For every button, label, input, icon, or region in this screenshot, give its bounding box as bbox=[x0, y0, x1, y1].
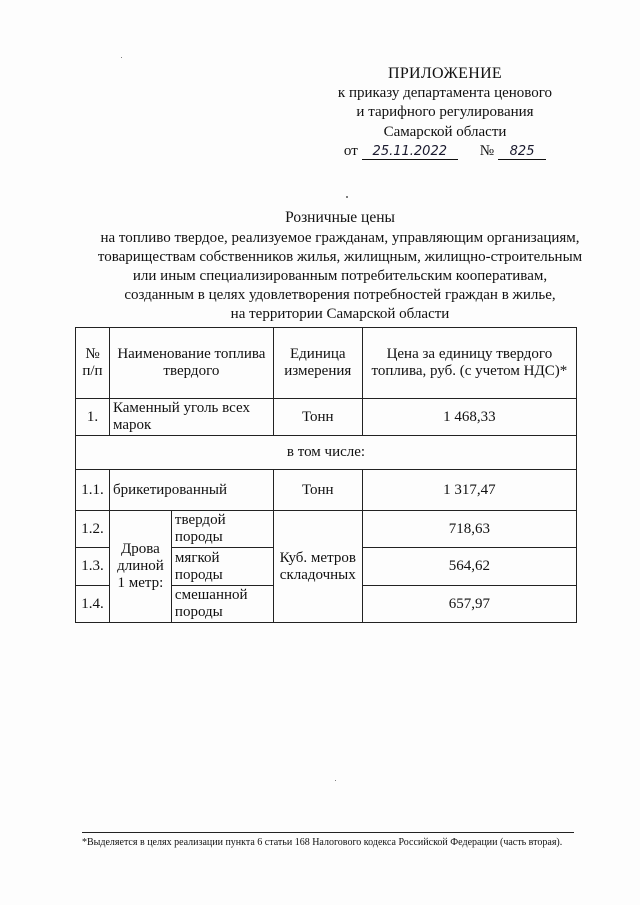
row-unit: Тонн bbox=[273, 470, 362, 511]
number-label: № bbox=[479, 143, 495, 159]
firewood-group-label: Дрова длиной 1 метр: bbox=[109, 511, 171, 623]
title-line-4: созданным в целях удовлетворения потребностей граждан в жилье, bbox=[124, 287, 556, 303]
header-unit: Единица измерения bbox=[273, 328, 362, 399]
order-date-number bbox=[300, 142, 590, 162]
table-subheader-row bbox=[76, 436, 577, 470]
title-line-3: или иным специализированным потребительским кооперативам, bbox=[132, 268, 548, 284]
title-heading: Розничные цены bbox=[285, 209, 395, 226]
row-kind: мягкой породы bbox=[171, 548, 273, 586]
table-row bbox=[76, 511, 577, 548]
scan-speck bbox=[335, 780, 336, 781]
table-row bbox=[76, 399, 577, 436]
order-number: 825 bbox=[498, 145, 546, 160]
row-kind: смешанной породы bbox=[171, 586, 273, 623]
row-price: 718,63 bbox=[362, 511, 576, 548]
document-title bbox=[60, 208, 620, 324]
appendix-line-3: Самарской области bbox=[383, 123, 507, 140]
row-price: 657,97 bbox=[362, 586, 576, 623]
appendix-line-1: к приказу департамента ценового bbox=[337, 84, 553, 101]
header-price: Цена за единицу твердого топлива, руб. (с учетом НДС)* bbox=[362, 328, 576, 399]
header-name: Наименование топлива твердого bbox=[109, 328, 273, 399]
title-line-1: на топливо твердое, реализуемое гражданам, управляющим организациям, bbox=[100, 230, 580, 246]
title-line-5: на территории Самарской области bbox=[230, 306, 450, 322]
row-name: Каменный уголь всех марок bbox=[109, 399, 273, 436]
row-price: 1 468,33 bbox=[362, 399, 576, 436]
row-num: 1.1. bbox=[76, 470, 110, 511]
footnote-divider bbox=[82, 832, 574, 833]
price-table bbox=[75, 327, 577, 623]
row-num: 1.2. bbox=[76, 511, 110, 548]
header-num: № п/п bbox=[76, 328, 110, 399]
row-kind: твердой породы bbox=[171, 511, 273, 548]
table-row bbox=[76, 470, 577, 511]
row-num: 1.3. bbox=[76, 548, 110, 586]
row-price: 1 317,47 bbox=[362, 470, 576, 511]
firewood-unit: Куб. метров складочных bbox=[273, 511, 362, 623]
row-price: 564,62 bbox=[362, 548, 576, 586]
scan-speck bbox=[346, 196, 348, 198]
footnote: *Выделяется в целях реализации пункта 6 статьи 168 Налогового кодекса Российской Федерации (часть вторая). bbox=[82, 837, 563, 848]
from-label: от bbox=[343, 143, 358, 159]
appendix-line-2: и тарифного регулирования bbox=[356, 104, 534, 120]
appendix-block bbox=[300, 64, 590, 162]
row-num: 1.4. bbox=[76, 586, 110, 623]
appendix-title: ПРИЛОЖЕНИЕ bbox=[387, 65, 502, 82]
row-unit: Тонн bbox=[273, 399, 362, 436]
order-date: 25.11.2022 bbox=[362, 145, 458, 160]
table-header-row bbox=[76, 328, 577, 399]
scan-speck bbox=[121, 57, 122, 58]
row-num: 1. bbox=[76, 399, 110, 436]
row-name: брикетированный bbox=[109, 470, 273, 511]
subheader-including: в том числе: bbox=[76, 436, 577, 470]
title-line-2: товариществам собственников жилья, жилищным, жилищно-строительным bbox=[97, 249, 583, 265]
